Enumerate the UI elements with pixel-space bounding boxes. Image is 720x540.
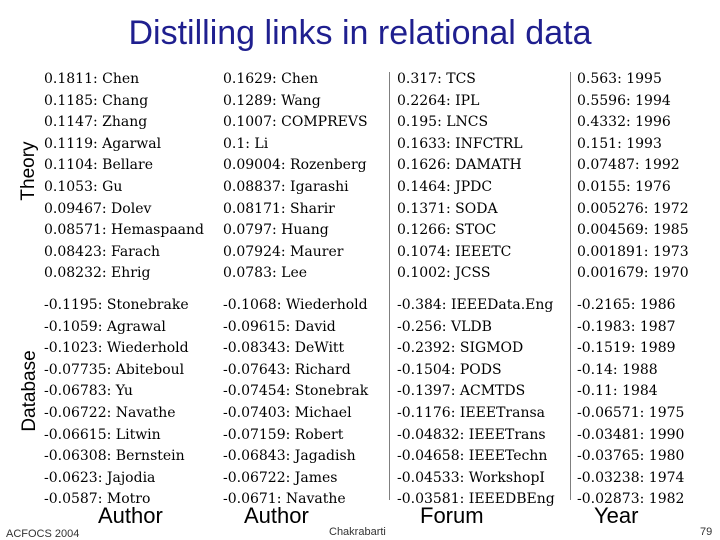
forum-column (397, 69, 569, 511)
database-list-item: -0.06722: Navathe (44, 404, 176, 421)
theory-list-item: 0.1074: IEEETC (397, 243, 512, 260)
author-column-2 (223, 69, 398, 511)
theory-list-item: 0.195: LNCS (397, 114, 489, 131)
author-column-1-header: Author (98, 503, 163, 528)
database-list-item: -0.1059: Agrawal (44, 318, 166, 335)
theory-list-item: 0.1002: JCSS (397, 265, 491, 282)
theory-list-item: 0.09004: Rozenberg (223, 157, 367, 174)
theory-list-item: 0.08571: Hemaspaand (44, 222, 204, 239)
theory-list-item: 0.4332: 1996 (577, 114, 671, 131)
page-number: 79 (700, 526, 713, 538)
theory-side-label: Theory (18, 141, 39, 201)
database-list-item: -0.04658: IEEETechn (397, 448, 548, 465)
group-gap (577, 285, 717, 295)
database-list-item: -0.0587: Motro (44, 491, 151, 508)
theory-list-item: 0.5596: 1994 (577, 92, 671, 109)
theory-list-item: 0.1626: DAMATH (397, 157, 522, 174)
database-list-item: -0.06722: James (223, 469, 338, 486)
slide-title: Distilling links in relational data (128, 14, 592, 52)
database-list-item: -0.384: IEEEData.Eng (397, 296, 554, 313)
theory-list-item: 0.317: TCS (397, 71, 476, 87)
author-column-2-header: Author (244, 503, 309, 528)
database-list-item: -0.03581: IEEEDBEng (397, 491, 555, 508)
theory-list-item: 0.1464: JPDC (397, 178, 493, 195)
database-list-item: -0.03481: 1990 (577, 426, 685, 443)
theory-list-item: 0.1119: Agarwal (44, 135, 162, 152)
database-list-item: -0.08343: DeWitt (223, 340, 345, 357)
column-divider (570, 72, 571, 500)
theory-list-item: 0.001679: 1970 (577, 265, 689, 282)
database-list-item: -0.02873: 1982 (577, 491, 685, 508)
theory-list-item: 0.0783: Lee (223, 265, 308, 282)
theory-list-item: 0.09467: Dolev (44, 200, 152, 217)
database-list-item: -0.1023: Wiederhold (44, 340, 189, 357)
theory-list-item: 0.1185: Chang (44, 92, 149, 109)
database-list-item: -0.04533: WorkshopI (397, 469, 545, 486)
database-list-item: -0.03238: 1974 (577, 469, 685, 486)
database-list-item: -0.0671: Navathe (223, 491, 346, 508)
theory-list-item: 0.07924: Maurer (223, 243, 344, 260)
database-list-item: -0.04832: IEEETrans (397, 426, 546, 443)
database-list-item: -0.07403: Michael (223, 404, 352, 421)
group-gap (44, 285, 219, 295)
theory-list-item: 0.005276: 1972 (577, 200, 689, 217)
theory-list-item: 0.07487: 1992 (577, 157, 680, 174)
theory-list-item: 0.1811: Chen (44, 71, 140, 87)
database-list-item: -0.03765: 1980 (577, 448, 685, 465)
database-list-item: -0.07454: Stonebrak (223, 383, 369, 400)
database-side-label: Database (19, 350, 40, 432)
footer-conference: ACFOCS 2004 (6, 528, 80, 540)
theory-list-item: 0.004569: 1985 (577, 222, 689, 239)
theory-list-item: 0.1147: Zhang (44, 114, 148, 131)
theory-list-item: 0.1266: STOC (397, 222, 497, 239)
database-list-item: -0.0623: Jajodia (44, 469, 156, 486)
footer-author: Chakrabarti (329, 526, 386, 538)
theory-list-item: 0.1104: Bellare (44, 157, 154, 174)
database-list-item: -0.06571: 1975 (577, 404, 685, 421)
database-list-item: -0.2165: 1986 (577, 296, 676, 313)
year-column-header: Year (594, 503, 639, 528)
year-column (577, 69, 717, 511)
theory-list-item: 0.0797: Huang (223, 222, 329, 239)
database-list-item: -0.07159: Robert (223, 426, 344, 443)
group-gap (223, 285, 398, 295)
theory-list-item: 0.1629: Chen (223, 71, 319, 87)
group-gap (397, 285, 569, 295)
database-list-item: -0.1195: Stonebrake (44, 296, 189, 313)
theory-list-item: 0.0155: 1976 (577, 178, 671, 195)
database-list-item: -0.2392: SIGMOD (397, 340, 524, 357)
database-list-item: -0.1983: 1987 (577, 318, 676, 335)
theory-list-item: 0.08171: Sharir (223, 200, 335, 217)
theory-list-item: 0.1: Li (223, 135, 269, 152)
theory-list-item: 0.1053: Gu (44, 178, 123, 195)
theory-list-item: 0.1289: Wang (223, 92, 321, 109)
database-list-item: -0.07735: Abiteboul (44, 361, 185, 378)
database-list-item: -0.06308: Bernstein (44, 448, 185, 465)
database-list-item: -0.14: 1988 (577, 361, 658, 378)
theory-list-item: 0.08423: Farach (44, 243, 161, 260)
theory-list-item: 0.001891: 1973 (577, 243, 689, 260)
theory-list-item: 0.2264: IPL (397, 92, 480, 109)
database-list-item: -0.06843: Jagadish (223, 448, 356, 465)
theory-list-item: 0.563: 1995 (577, 71, 662, 87)
theory-list-item: 0.1371: SODA (397, 200, 498, 217)
database-list-item: -0.1519: 1989 (577, 340, 676, 357)
database-list-item: -0.1504: PODS (397, 361, 502, 378)
theory-list-item: 0.1633: INFCTRL (397, 135, 523, 152)
database-list-item: -0.1176: IEEETransa (397, 404, 545, 421)
author-column-1 (44, 69, 219, 511)
database-list-item: -0.07643: Richard (223, 361, 351, 378)
database-list-item: -0.1397: ACMTDS (397, 383, 526, 400)
theory-list-item: 0.08232: Ehrig (44, 265, 151, 282)
database-list-item: -0.09615: David (223, 318, 336, 335)
database-list-item: -0.06615: Litwin (44, 426, 161, 443)
database-list-item: -0.06783: Yu (44, 383, 133, 400)
theory-list-item: 0.1007: COMPREVS (223, 114, 368, 131)
database-list-item: -0.256: VLDB (397, 318, 492, 335)
database-list-item: -0.11: 1984 (577, 383, 658, 400)
theory-list-item: 0.151: 1993 (577, 135, 662, 152)
database-list-item: -0.1068: Wiederhold (223, 296, 368, 313)
theory-list-item: 0.08837: Igarashi (223, 178, 349, 195)
forum-column-header: Forum (420, 503, 484, 528)
